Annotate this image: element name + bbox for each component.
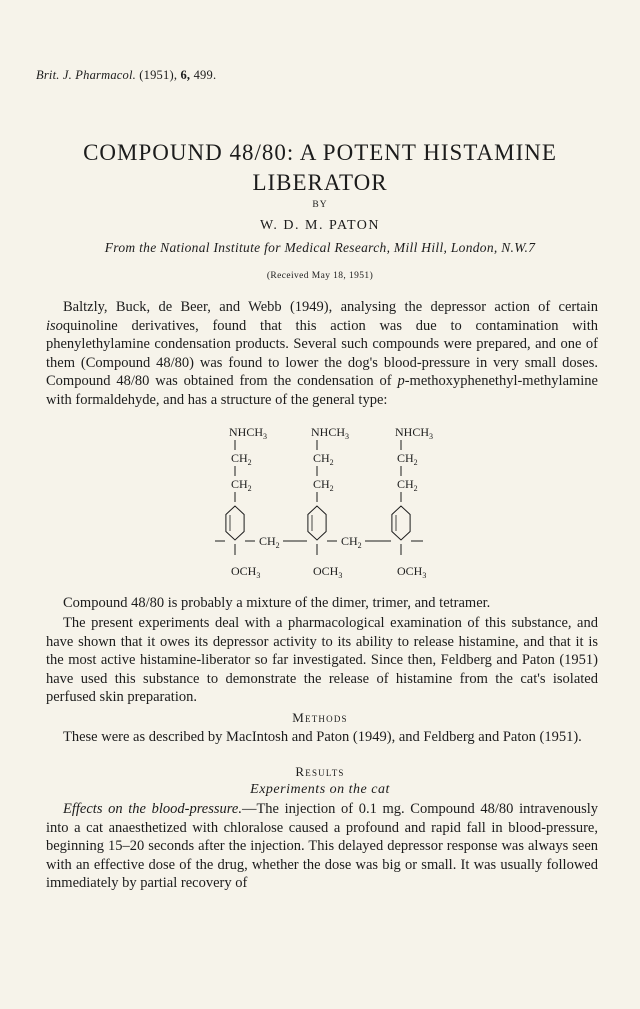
article-title: [0, 138, 640, 198]
ch2-lower-label-1: $CH_2$: [231, 477, 252, 493]
methods-heading: Methods: [292, 710, 348, 725]
ch2-upper-label-2: $CH_2$: [313, 451, 334, 467]
journal-name: Brit. J. Pharmacol.: [36, 68, 136, 82]
methods-paragraph: These were as described by MacIntosh and Paton (1949), and Feldberg and Paton (1951).: [63, 729, 582, 745]
methoxy-label-2: $OCH_3$: [313, 564, 343, 580]
ch2-lower-label-2: $CH_2$: [313, 477, 334, 493]
ch2-lower-label-3: $CH_2$: [397, 477, 418, 493]
ch2-upper-label-3: $CH_2$: [397, 451, 418, 467]
intro-paragraph: [46, 298, 598, 410]
intro-para-prefix: p: [397, 373, 405, 390]
intro-text-2: quinoline derivatives, found that this action was due to contamination with phenylethylamine condensation products. Several such compounds were prepared, and one of them (Compound 48/80) was found to lower the dog's blood-pressure in very small doses. Compound 48/80 was obtained from the condensation of: [46, 317, 598, 390]
experiments-subheading: Experiments on the cat: [250, 782, 390, 797]
title-line-2: LIBERATOR: [252, 170, 388, 195]
intro-text-3: -methoxyphenethyl-methylamine with formaldehyde, and has a structure of the general type:: [46, 373, 598, 408]
bridge-label-1: $CH_2$: [259, 534, 280, 550]
methoxy-label-3: $OCH_3$: [397, 564, 427, 580]
journal-year: (1951),: [139, 68, 178, 82]
journal-volume: 6,: [180, 68, 191, 82]
effects-text: —The injection of 0.1 mg. Compound 48/80 intravenously into a cat anaesthetized with chloralose caused a profound and rapid fall in blood-pressure, beginning 15–20 seconds after the injection. This delayed depressor response was always seen with an effective dose of the drug, whether the dose was big or small. It was usually followed immediately by partial recovery of: [46, 801, 598, 892]
ch2-upper-label-1: $CH_2$: [231, 451, 252, 467]
benzene-ring-1: [226, 506, 244, 540]
methoxy-label-1: $OCH_3$: [231, 564, 261, 580]
chemical-structure: [195, 420, 445, 590]
experiments-paragraph: The present experiments deal with a pharmacological examination of this substance, and have shown that it owes its depressor activity to its ability to release histamine, and that it is the most active histamine-liberator so far investigated. Since then, Feldberg and Paton (1951) have used this substance to demonstrate the release of histamine from the cat's isolated perfused skin preparation.: [46, 615, 598, 706]
amine-label-1: $NHCH_3$: [229, 425, 268, 441]
benzene-ring-2: [308, 506, 326, 540]
intro-iso: iso: [46, 317, 63, 334]
effects-lead: Effects on the blood-pressure.: [63, 801, 242, 817]
benzene-ring-3: [392, 506, 410, 540]
received-date: (Received May 18, 1951): [266, 271, 374, 281]
mixture-paragraph: Compound 48/80 is probably a mixture of the dimer, trimer, and tetramer.: [63, 595, 491, 611]
journal-citation: [36, 68, 216, 83]
results-heading: Results: [295, 764, 345, 779]
title-line-1: COMPOUND 48/80: A POTENT HISTAMINE: [83, 140, 557, 165]
author-affiliation: From the National Institute for Medical Research, Mill Hill, London, N.W.7: [104, 240, 536, 255]
journal-page-number: 499.: [193, 68, 217, 82]
bridge-label-2: $CH_2$: [341, 534, 362, 550]
author-name: W. D. M. PATON: [259, 218, 381, 233]
amine-label-2: $NHCH_3$: [311, 425, 350, 441]
by-label: BY: [312, 200, 328, 210]
amine-label-3: $NHCH_3$: [395, 425, 434, 441]
blood-pressure-paragraph: [46, 800, 598, 893]
intro-text-1: Baltzly, Buck, de Beer, and Webb (1949), analysing the depressor action of certain: [63, 299, 598, 315]
